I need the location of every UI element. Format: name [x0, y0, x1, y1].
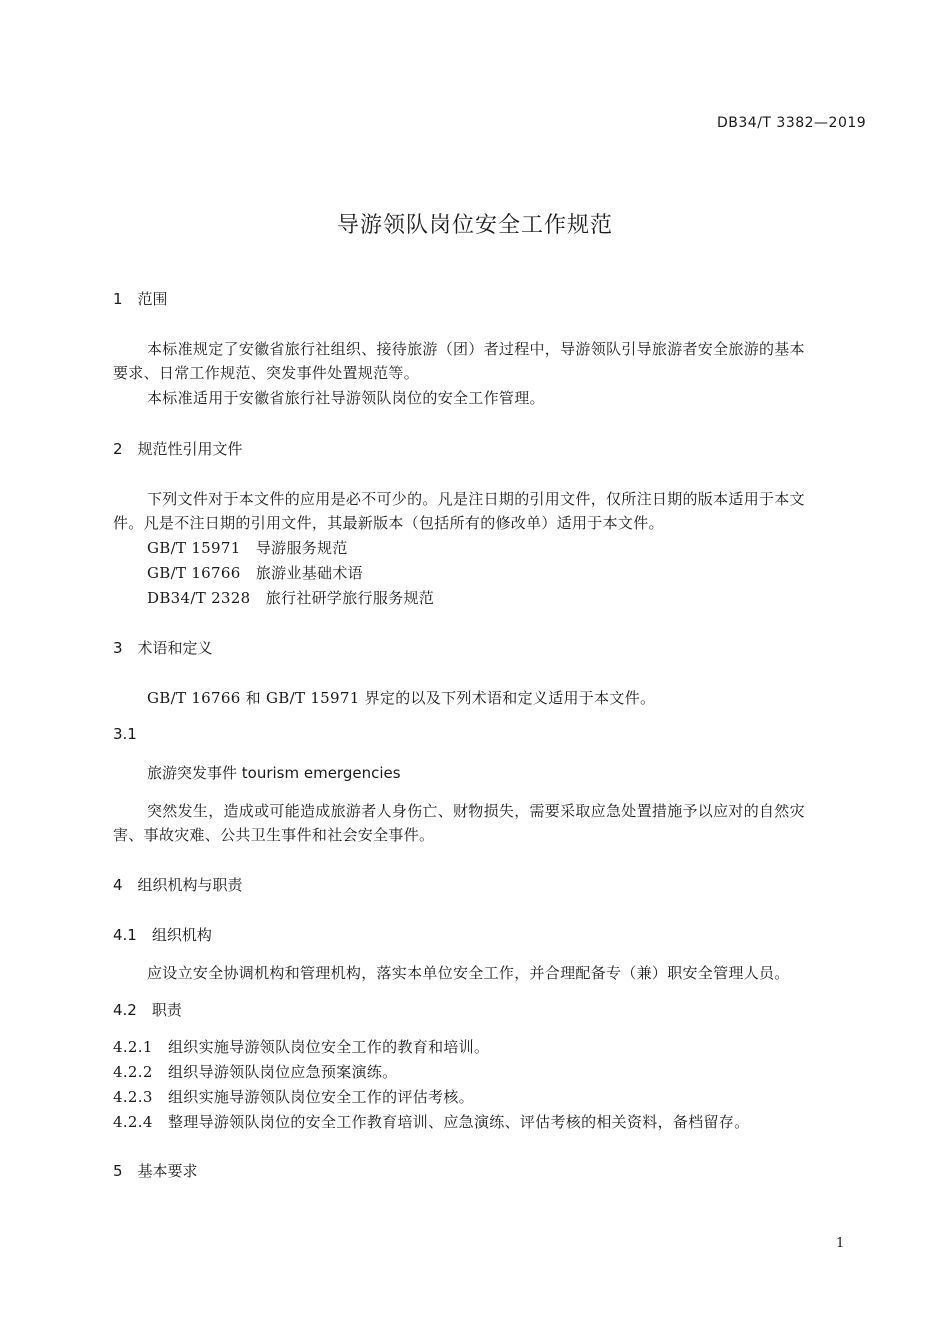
section-3-heading: 3 术语和定义	[113, 639, 213, 657]
clause-item: 4.2.2 组织导游领队岗位应急预案演练。	[113, 1063, 398, 1081]
subsection-4-1-heading: 4.1 组织机构	[113, 926, 212, 944]
subsection-4-1-text: 应设立安全协调机构和管理机构，落实本单位安全工作，并合理配备专（兼）职安全管理人员。	[147, 964, 790, 982]
term-definition-line-1: 突然发生，造成或可能造成旅游者人身伤亡、财物损失，需要采取应急处置措施予以应对的自然灾	[147, 802, 805, 820]
subsection-4-2-heading: 4.2 职责	[113, 1001, 182, 1019]
standard-code: DB34/T 3382—2019	[717, 115, 867, 131]
section-3-paragraph: GB/T 16766 和 GB/T 15971 界定的以及下列术语和定义适用于本文件。	[147, 689, 656, 707]
section-2-paragraph-line-2: 件。凡是不注日期的引用文件，其最新版本（包括所有的修改单）适用于本文件。	[113, 514, 664, 532]
reference-item: DB34/T 2328 旅行社研学旅行服务规范	[147, 589, 435, 607]
section-2-heading: 2 规范性引用文件	[113, 440, 243, 458]
section-2-paragraph-line-1: 下列文件对于本文件的应用是必不可少的。凡是注日期的引用文件，仅所注日期的版本适用于本文	[147, 490, 805, 508]
section-1-paragraph-1-line-2: 要求、日常工作规范、突发事件处置规范等。	[113, 364, 420, 382]
section-1-heading: 1 范围	[113, 290, 168, 308]
section-4-heading: 4 组织机构与职责	[113, 876, 243, 894]
reference-item: GB/T 16766 旅游业基础术语	[147, 564, 363, 582]
term-entry: 旅游突发事件 tourism emergencies	[147, 764, 401, 782]
clause-item: 4.2.4 整理导游领队岗位的安全工作教育培训、应急演练、评估考核的相关资料，备档留存。	[113, 1113, 750, 1131]
clause-item: 4.2.1 组织实施导游领队岗位安全工作的教育和培训。	[113, 1038, 490, 1056]
term-definition-line-2: 害、事故灾难、公共卫生事件和社会安全事件。	[113, 826, 435, 844]
clause-item: 4.2.3 组织实施导游领队岗位安全工作的评估考核。	[113, 1088, 474, 1106]
subsection-number: 3.1	[113, 725, 137, 743]
document-title: 导游领队岗位安全工作规范	[336, 213, 613, 238]
section-1-paragraph-2: 本标准适用于安徽省旅行社导游领队岗位的安全工作管理。	[147, 389, 545, 407]
section-5-heading: 5 基本要求	[113, 1162, 198, 1180]
reference-item: GB/T 15971 导游服务规范	[147, 539, 348, 557]
page-number: 1	[836, 1236, 845, 1251]
section-1-paragraph-1-line-1: 本标准规定了安徽省旅行社组织、接待旅游（团）者过程中，导游领队引导旅游者安全旅游的基本	[147, 340, 805, 358]
